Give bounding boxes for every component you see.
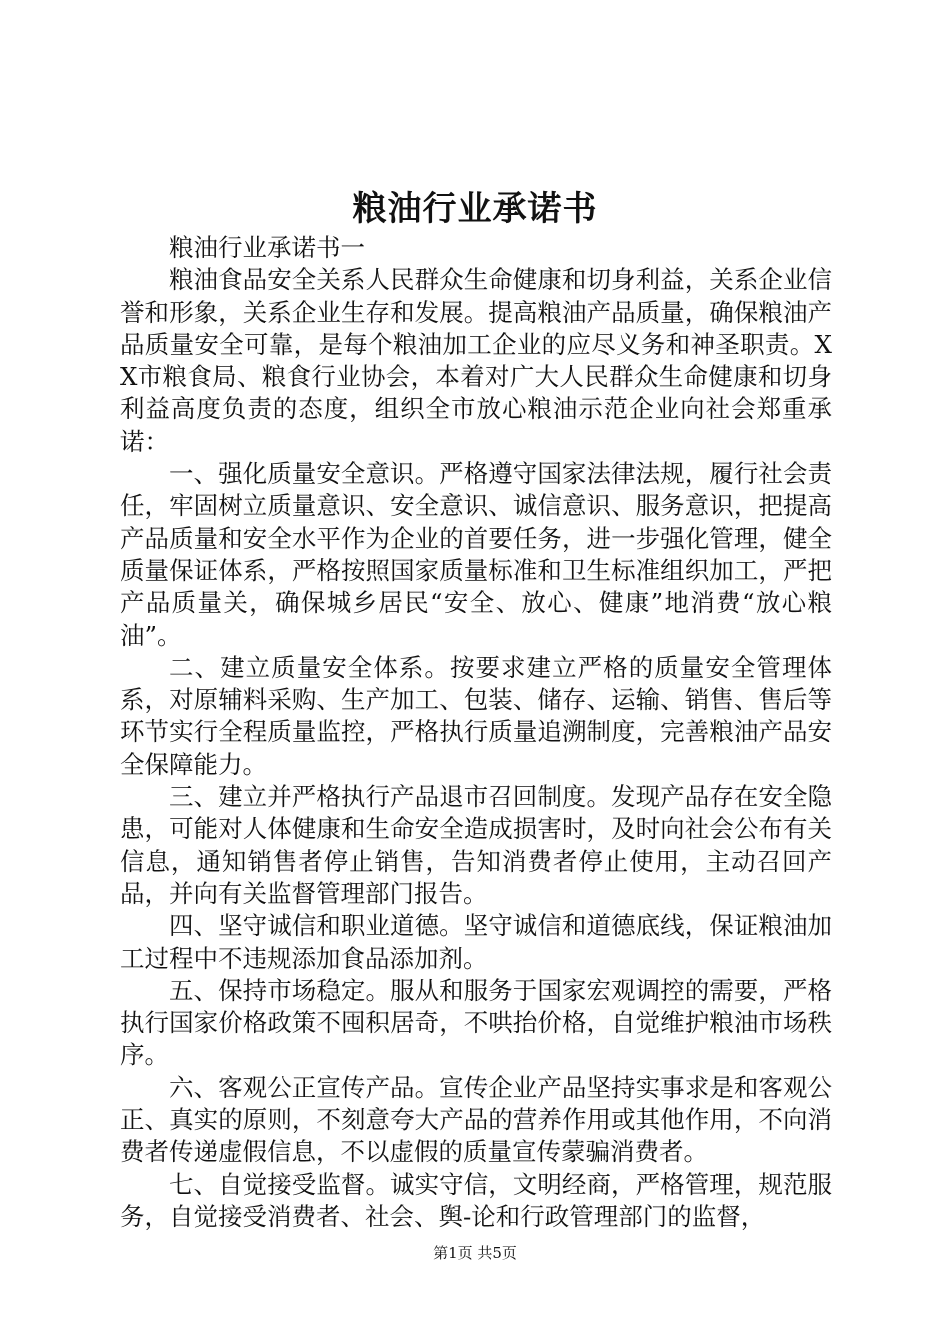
paragraph-item-6: 六、客观公正宣传产品。宣传企业产品坚持实事求是和客观公正、真实的原则，不刻意夸大产品的营养作用或其他作用，不向消费者传递虚假信息，不以虚假的质量宣传蒙骗消费者。 bbox=[120, 1072, 832, 1167]
paragraph-item-1: 一、强化质量安全意识。严格遵守国家法律法规，履行社会责任，牢固树立质量意识、安全意识、诚信意识、服务意识，把提高产品质量和安全水平作为企业的首要任务，进一步强化管理，健全质量保证体系，严格按照国家质量标准和卫生标准组织加工，严把产品质量关，确保城乡居民“安全、放心、健康”地消费“放心粮油”。 bbox=[120, 459, 832, 650]
paragraph-item-4: 四、坚守诚信和职业道德。坚守诚信和道德底线，保证粮油加工过程中不违规添加食品添加剂。 bbox=[120, 911, 832, 973]
page-number-footer: 第1页 共5页 bbox=[433, 1244, 517, 1262]
paragraph-item-3: 三、建立并严格执行产品退市召回制度。发现产品存在安全隐患，可能对人体健康和生命安全造成损害时，及时向社会公布有关信息，通知销售者停止销售，告知消费者停止使用，主动召回产品，并向有关监督管理部门报告。 bbox=[120, 782, 832, 908]
paragraph-item-5: 五、保持市场稳定。服从和服务于国家宏观调控的需要，严格执行国家价格政策不囤积居奇，不哄抬价格，自觉维护粮油市场秩序。 bbox=[120, 975, 832, 1070]
paragraph-subtitle: 粮油行业承诺书一 bbox=[169, 233, 365, 262]
document-body bbox=[120, 232, 832, 1233]
paragraph-item-7: 七、自觉接受监督。诚实守信，文明经商，严格管理，规范服务，自觉接受消费者、社会、舆-论和行政管理部门的监督， bbox=[120, 1169, 832, 1231]
paragraph-item-2: 二、建立质量安全体系。按要求建立严格的质量安全管理体系，对原辅料采购、生产加工、包装、储存、运输、销售、售后等环节实行全程质量监控，严格执行质量追溯制度，完善粮油产品安全保障能力。 bbox=[120, 652, 832, 779]
paragraph-intro: 粮油食品安全关系人民群众生命健康和切身利益，关系企业信誉和形象，关系企业生存和发展。提高粮油产品质量，确保粮油产品质量安全可靠，是每个粮油加工企业的应尽义务和神圣职责。XX市粮食局、粮食行业协会，本着对广大人民群众生命健康和切身利益高度负责的态度，组织全市放心粮油示范企业向社会郑重承诺： bbox=[120, 265, 832, 456]
document-title: 粮油行业承诺书 bbox=[352, 189, 598, 229]
